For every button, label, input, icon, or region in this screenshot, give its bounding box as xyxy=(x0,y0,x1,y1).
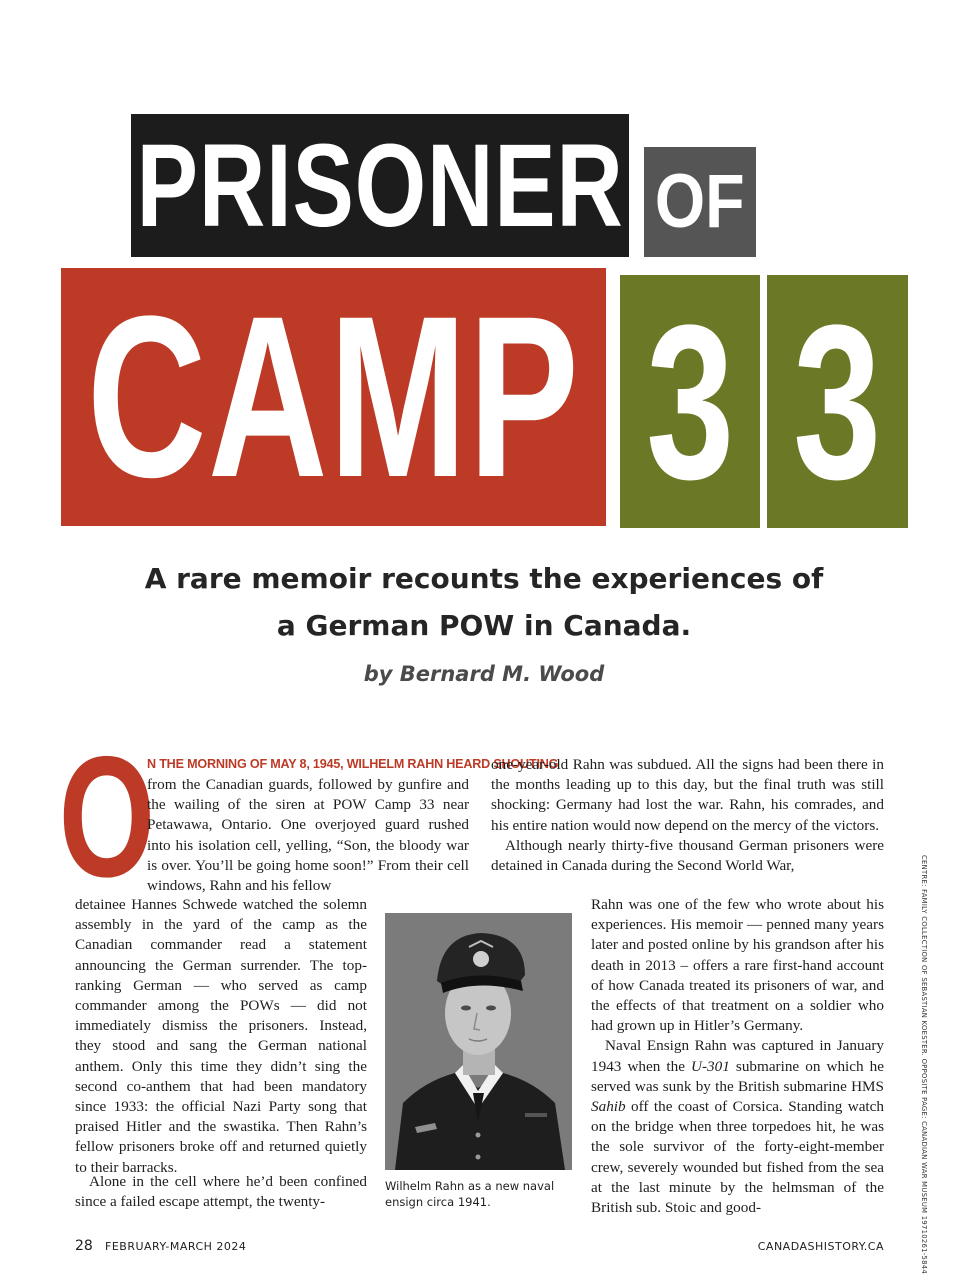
column-1-middle xyxy=(75,895,367,1178)
title-block-digit-2 xyxy=(767,275,908,528)
title-word-of: OF xyxy=(655,159,745,244)
title-block-camp xyxy=(61,268,606,526)
ship-name: Sahib xyxy=(591,1098,626,1116)
title-block-prisoner xyxy=(131,114,629,257)
paragraph-1-top: from the Canadian guards, followed by gunfire and the wailing of the siren at POW Camp 33 near Petawawa, Ontario. One overjoyed guard rushed into his isolation cell, yelling, “Son, the bloody war is over. You’ll be going home soon!” From their cell windows, Rahn and his fellow xyxy=(147,776,469,895)
submarine-name: U-301 xyxy=(691,1057,730,1075)
title-word-camp: CAMP xyxy=(86,268,581,525)
deck-line-2: a German POW in Canada. xyxy=(276,609,692,642)
column-2-bottom xyxy=(591,895,884,1218)
column-2-top xyxy=(491,755,884,876)
paragraph-2: Alone in the cell where he’d been confined since a failed escape attempt, the twenty- xyxy=(75,1173,367,1211)
title-block-digit-1 xyxy=(620,275,760,528)
paragraph-3-top: Although nearly thirty-five thousand German prisoners were detained in Canada during the Second World War, xyxy=(491,836,884,875)
portrait-photo xyxy=(385,913,572,1170)
paragraph-4: Naval Ensign Rahn was captured in January 1943 when the U-301 submarine on which he served was sunk by the British submarine HMS Sahib off the coast of Corsica. Standing watch on the bridge when three torpedoes hit, he was the sole survivor of the forty-eight-member crew, severely wounded but fished from the sea at the last minute by the helmsman of the British sub. Stoic and good- xyxy=(591,1037,885,1217)
byline: by Bernard M. Wood xyxy=(363,662,605,686)
lead-in: N THE MORNING OF MAY 8, 1945, WILHELM RAHN HEARD SHOUTING xyxy=(147,757,559,771)
title-digit-2: 3 xyxy=(793,278,882,525)
photo-credit: CENTRE: FAMILY COLLECTION OF SEBASTIAN KOESTER. OPPOSITE PAGE: CANADIAN WAR MUSEUM 19710261-5844 xyxy=(920,855,928,1274)
title-block-of xyxy=(644,147,756,257)
title-digit-1: 3 xyxy=(645,278,735,525)
page-number: 28 xyxy=(75,1238,93,1254)
drop-cap: O xyxy=(58,721,156,913)
website: CANADASHISTORY.CA xyxy=(757,1240,884,1253)
article-deck xyxy=(60,555,908,649)
deck-line-1: A rare memoir recounts the experiences of xyxy=(144,562,824,595)
photo-caption: Wilhelm Rahn as a new naval ensign circa 1941. xyxy=(385,1179,555,1209)
title-word-prisoner: PRISONER xyxy=(136,119,624,252)
paragraph-3-rest: Rahn was one of the few who wrote about his experiences. His memoir — penned many years later and posted online by his grandson after his death in 2013 – offers a rare first-hand account of how Canada treated its prisoners of war, and the effects of that treatment on a soldier who had grown up in Hitler’s Germany. xyxy=(591,896,884,1035)
paragraph-1-rest: detainee Hannes Schwede watched the solemn assembly in the yard of the camp as the Canadian commander read a statement announcing the German surrender. The top-ranking German — who served as camp commander among the POWs — did not immediately dismiss the prisoners. Instead, they stood and sang the German national anthem. Only this time they didn’t sing the second co-anthem that had been mandatory since 1933: the official Nazi Party song that praised Hitler and the swastika. Then Rahn’s fellow prisoners broke off and returned quietly to their barracks. xyxy=(75,896,367,1176)
portrait-illustration xyxy=(385,913,572,1170)
column-1-bottom xyxy=(75,1172,367,1212)
column-1-top xyxy=(147,775,469,896)
issue-date: FEBRUARY-MARCH 2024 xyxy=(105,1240,247,1253)
paragraph-2-cont: one-year-old Rahn was subdued. All the signs had been there in the months leading up to this day, but the final truth was still shocking: Germany had lost the war. Rahn, his comrades, and his entire nation would now depend on the mercy of the victors. xyxy=(491,756,884,834)
